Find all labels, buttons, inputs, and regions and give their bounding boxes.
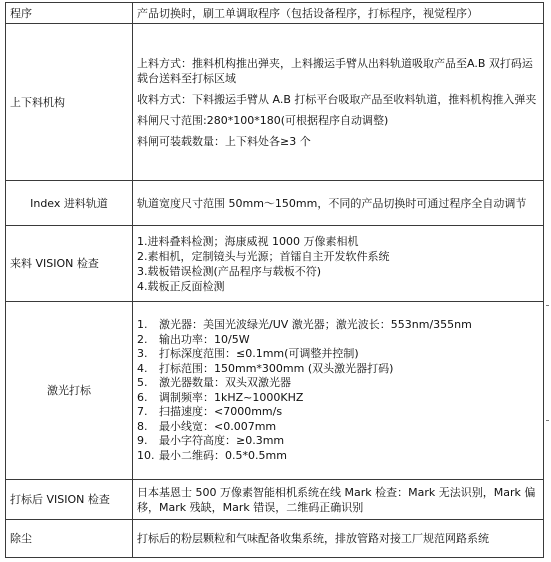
laser-spec-text: 打标范围：150mm*300mm (双头激光器打码): [159, 361, 394, 375]
incoming-vision-line: 4.载板正反面检测: [137, 279, 225, 293]
row-value-laser: [133, 302, 544, 480]
row-label-post-vision: 打标后 VISION 检查: [6, 480, 133, 520]
row-value-program: 产品切换时，刷工单调取程序（包括设备程序，打标程序，视觉程序）: [133, 3, 544, 24]
laser-spec-num: 9.: [137, 434, 148, 447]
table-row: [6, 24, 544, 181]
laser-spec-text: 调制频率：1kHZ~1000KHZ: [159, 390, 304, 404]
loading-paragraph: 料闸可装载数量：上下料处各≥3 个: [137, 134, 311, 148]
loading-paragraph: 上料方式：推料机构推出弹夹，上料搬运手臂从出料轨道吸取产品至A.B 双打码运载台送料至打标区域: [137, 56, 533, 85]
row-value-loading: [133, 24, 544, 181]
laser-spec-item: [137, 362, 539, 377]
laser-spec-item: [137, 405, 539, 420]
row-value-dust: 打标后的粉层颗粒和气味配备收集系统，排放管路对接工厂规范网路系统: [133, 520, 544, 558]
laser-spec-item: [137, 434, 539, 449]
laser-spec-item: [137, 449, 539, 464]
loading-paragraph: 收料方式：下料搬运手臂从 A.B 打标平台吸取产品至收料轨道，推料机构推入弹夹: [137, 92, 537, 106]
laser-spec-num: 8.: [137, 419, 148, 433]
table-row: [6, 520, 544, 558]
table-row: [6, 181, 544, 226]
loading-paragraph: 料闸尺寸范围:280*100*180(可根据程序自动调整): [137, 113, 389, 127]
row-label-incoming-vision: 来料 VISION 检查: [6, 226, 133, 302]
laser-spec-num: 7.: [137, 405, 148, 418]
table-row: [6, 480, 544, 520]
laser-spec-text: 扫描速度：<7000mm/s: [159, 405, 283, 418]
laser-spec-num: 1.: [137, 318, 148, 331]
laser-spec-text: 最小二维码：0.5*0.5mm: [159, 448, 287, 462]
row-label-index: Index 进料轨道: [6, 181, 133, 226]
laser-spec-text: 激光器：美国光波绿光/UV 激光器；激光波长：553nm/355nm: [159, 318, 472, 331]
laser-spec-text: 最小字符高度：≥0.3mm: [159, 434, 285, 447]
laser-spec-num: 10.: [137, 448, 155, 462]
row-value-post-vision: 日本基恩士 500 万像素智能相机系统在线 Mark 检查：Mark 无法识别，Mark 偏移，Mark 残缺，Mark 错误，二维码正确识别: [133, 480, 544, 520]
laser-spec-num: 3.: [137, 347, 148, 360]
laser-spec-item: [137, 420, 539, 435]
laser-spec-item: [137, 391, 539, 406]
laser-spec-num: 4.: [137, 361, 148, 375]
laser-spec-num: 6.: [137, 390, 148, 404]
laser-spec-num: 2.: [137, 332, 148, 346]
laser-spec-item: [137, 347, 539, 362]
incoming-vision-line: 1.进料叠料检测；海康威视 1000 万像素相机: [137, 234, 359, 248]
laser-spec-text: 最小线宽：<0.007mm: [159, 419, 277, 433]
incoming-vision-line: 3.载板错误检测(产品程序与载板不符): [137, 264, 322, 278]
row-value-incoming-vision: [133, 226, 544, 302]
row-label-dust: 除尘: [6, 520, 133, 558]
incoming-vision-line: 2.素相机，定制镜头与光源；首镭自主开发软件系统: [137, 249, 390, 263]
laser-spec-text: 激光器数量：双头双激光器: [159, 376, 291, 389]
laser-spec-text: 打标深度范围：≤0.1mm(可调整并控制): [159, 347, 359, 360]
laser-spec-item: [137, 318, 539, 333]
row-label-laser: 激光打标: [6, 302, 133, 480]
row-label-loading: 上下料机构: [6, 24, 133, 181]
laser-spec-text: 输出功率：10/5W: [159, 332, 250, 346]
row-value-index: 轨道宽度尺寸范围 50mm～150mm，不同的产品切换时可通过程序全自动调节: [133, 181, 544, 226]
laser-spec-num: 5.: [137, 376, 148, 389]
table-row: [6, 226, 544, 302]
table-row: [6, 3, 544, 24]
row-label-program: 程序: [6, 3, 133, 24]
page-edge-mark: [546, 420, 549, 421]
table-row: [6, 302, 544, 480]
laser-spec-item: [137, 376, 539, 391]
page-edge-mark: [546, 305, 549, 306]
spec-table: [5, 2, 544, 558]
laser-spec-item: [137, 333, 539, 348]
